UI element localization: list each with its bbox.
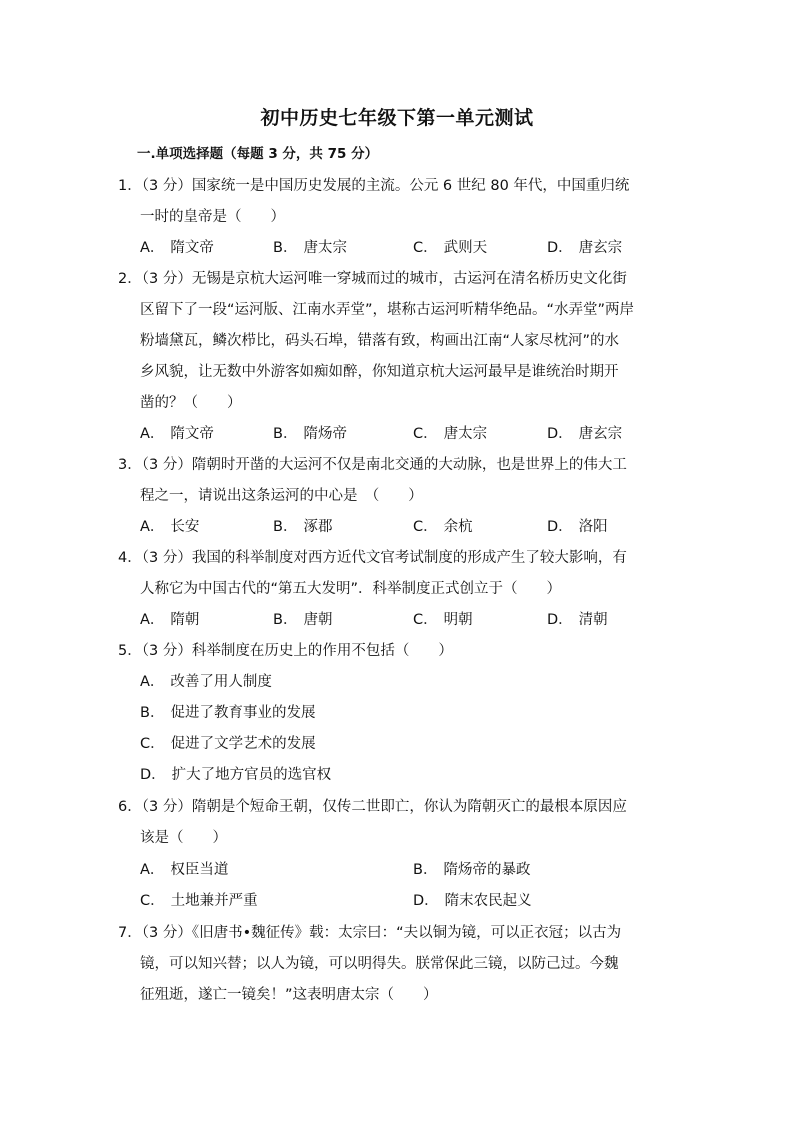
question-text: （3 分）隋朝时开凿的大运河不仅是南北交通的大动脉，也是世界上的伟大工 (141, 457, 627, 473)
option-text: 隋朝 (170, 612, 200, 628)
option-c[interactable] (413, 419, 487, 450)
question-number: 6． (118, 799, 142, 815)
question-number: 7． (118, 925, 142, 941)
option-c[interactable] (413, 233, 487, 264)
question-stem-line: 人称它为中国古代的“第五大发明”．科举制度正式创立于（ ） (140, 581, 562, 597)
option-b[interactable] (273, 233, 347, 264)
question-6-options-row-2 (140, 886, 700, 917)
question-1 (118, 171, 678, 233)
question-number: 1． (118, 178, 142, 194)
option-letter: C． (140, 736, 165, 752)
question-stem-line (118, 171, 678, 202)
option-d[interactable] (140, 760, 331, 791)
question-number: 3． (118, 457, 142, 473)
option-text: 隋炀帝 (303, 426, 347, 442)
option-d[interactable] (547, 605, 608, 636)
option-letter: D． (547, 612, 573, 628)
option-text: 洛阳 (578, 519, 608, 535)
option-letter: C． (413, 426, 438, 442)
question-6-options-row-1 (140, 855, 700, 886)
question-stem-line (118, 792, 678, 823)
section-heading: 一.单项选择题（每题 3 分，共 75 分） (137, 146, 379, 162)
question-text: （3 分）国家统一是中国历史发展的主流。公元 6 世纪 80 年代，中国重归统 (141, 178, 630, 194)
option-text: 隋文帝 (170, 240, 214, 256)
option-text: 隋炀帝的暴政 (443, 862, 531, 878)
option-c[interactable] (413, 605, 473, 636)
option-text: 促进了文学艺术的发展 (170, 736, 316, 752)
question-stem-line (118, 543, 678, 574)
question-stem-line: 区留下了一段“运河版、江南水弄堂”，堪称古运河听精华绝品。“水弄堂”两岸 (140, 302, 635, 318)
option-a[interactable] (140, 512, 199, 543)
option-letter: B． (273, 240, 298, 256)
option-letter: D． (413, 893, 439, 909)
option-c[interactable] (140, 886, 258, 917)
option-b[interactable] (273, 605, 332, 636)
question-number: 5． (118, 643, 142, 659)
option-text: 清朝 (578, 612, 608, 628)
question-text: （3 分）《旧唐书•魏征传》载：太宗曰：“夫以铜为镜，可以正衣冠；以古为 (141, 925, 622, 941)
option-text: 土地兼并严重 (170, 893, 258, 909)
question-stem-line (118, 450, 678, 481)
question-text: （3 分）无锡是京杭大运河唯一穿城而过的城市，古运河在清名桥历史文化街 (141, 271, 627, 287)
option-a[interactable] (140, 667, 272, 698)
option-text: 唐玄宗 (578, 426, 623, 442)
question-2 (118, 264, 678, 419)
question-text: （3 分）我国的科举制度对西方近代文官考试制度的形成产生了较大影响，有 (141, 550, 627, 566)
option-text: 涿郡 (303, 519, 333, 535)
option-letter: B． (273, 426, 298, 442)
option-d[interactable] (547, 419, 622, 450)
option-text: 权臣当道 (170, 862, 229, 878)
question-stem-line: 凿的？（ ） (140, 395, 242, 411)
option-text: 唐太宗 (443, 426, 488, 442)
option-letter: C． (413, 240, 438, 256)
question-3 (118, 450, 678, 512)
option-letter: D． (140, 767, 166, 783)
option-letter: A． (140, 674, 165, 690)
option-text: 促进了教育事业的发展 (170, 705, 316, 721)
question-1-options (140, 233, 700, 264)
option-text: 余杭 (443, 519, 473, 535)
question-stem-line: 该是（ ） (140, 830, 227, 846)
option-a[interactable] (140, 233, 214, 264)
option-letter: D． (547, 240, 573, 256)
option-a[interactable] (140, 419, 214, 450)
question-number: 4． (118, 550, 142, 566)
option-text: 长安 (170, 519, 200, 535)
question-stem-line (118, 636, 678, 667)
question-stem-line: 征殂逝，遂亡一镜矣！”这表明唐太宗（ ） (140, 987, 438, 1003)
option-d[interactable] (547, 512, 608, 543)
question-text: （3 分）隋朝是个短命王朝，仅传二世即亡，你认为隋朝灭亡的最根本原因应 (141, 799, 627, 815)
option-letter: A． (140, 426, 165, 442)
option-text: 唐太宗 (303, 240, 347, 256)
option-letter: B． (273, 612, 298, 628)
question-text: （3 分）科举制度在历史上的作用不包括（ ） (141, 643, 453, 659)
question-stem-line (118, 264, 678, 295)
option-letter: A． (140, 240, 165, 256)
option-letter: C． (413, 519, 438, 535)
option-b[interactable] (273, 512, 332, 543)
option-text: 唐玄宗 (578, 240, 623, 256)
question-6 (118, 792, 678, 854)
question-stem-line: 一时的皇帝是（ ） (140, 209, 285, 225)
question-7 (118, 918, 678, 1011)
option-letter: B． (413, 862, 438, 878)
option-c[interactable] (413, 512, 473, 543)
question-stem-line: 乡风貌，让无数中外游客如痴如醉，你知道京杭大运河最早是谁统治时期开 (140, 364, 619, 380)
question-stem-line: 镜，可以知兴替；以人为镜，可以明得失。朕常保此三镜，以防己过。今魏 (140, 956, 619, 972)
option-text: 改善了用人制度 (170, 674, 272, 690)
option-text: 唐朝 (303, 612, 333, 628)
option-letter: A． (140, 862, 165, 878)
option-text: 隋末农民起义 (444, 893, 532, 909)
option-text: 扩大了地方官员的选官权 (171, 767, 332, 783)
option-letter: B． (273, 519, 298, 535)
question-number: 2． (118, 271, 142, 287)
option-d[interactable] (413, 886, 532, 917)
question-4-options (140, 605, 700, 636)
option-a[interactable] (140, 605, 199, 636)
question-stem-line: 程之一，请说出这条运河的中心是 （ ） (140, 488, 423, 504)
option-d[interactable] (547, 233, 622, 264)
question-2-options (140, 419, 700, 450)
page-title: 初中历史七年级下第一单元测试 (260, 107, 534, 129)
option-b[interactable] (273, 419, 347, 450)
option-letter: A． (140, 519, 165, 535)
option-letter: C． (140, 893, 165, 909)
question-stem-line (118, 918, 678, 949)
option-letter: A． (140, 612, 165, 628)
option-c[interactable] (140, 729, 316, 760)
option-b[interactable] (413, 855, 530, 886)
option-text: 明朝 (443, 612, 473, 628)
option-letter: C． (413, 612, 438, 628)
option-a[interactable] (140, 855, 228, 886)
option-letter: D． (547, 519, 573, 535)
option-text: 隋文帝 (170, 426, 214, 442)
question-5 (118, 636, 678, 667)
option-letter: D． (547, 426, 573, 442)
question-3-options (140, 512, 700, 543)
option-b[interactable] (140, 698, 315, 729)
question-stem-line: 粉墙黛瓦，鳞次栉比，码头石埠，错落有致，构画出江南“人家尽枕河”的水 (140, 333, 620, 349)
option-text: 武则天 (443, 240, 488, 256)
question-4 (118, 543, 678, 605)
option-letter: B． (140, 705, 165, 721)
